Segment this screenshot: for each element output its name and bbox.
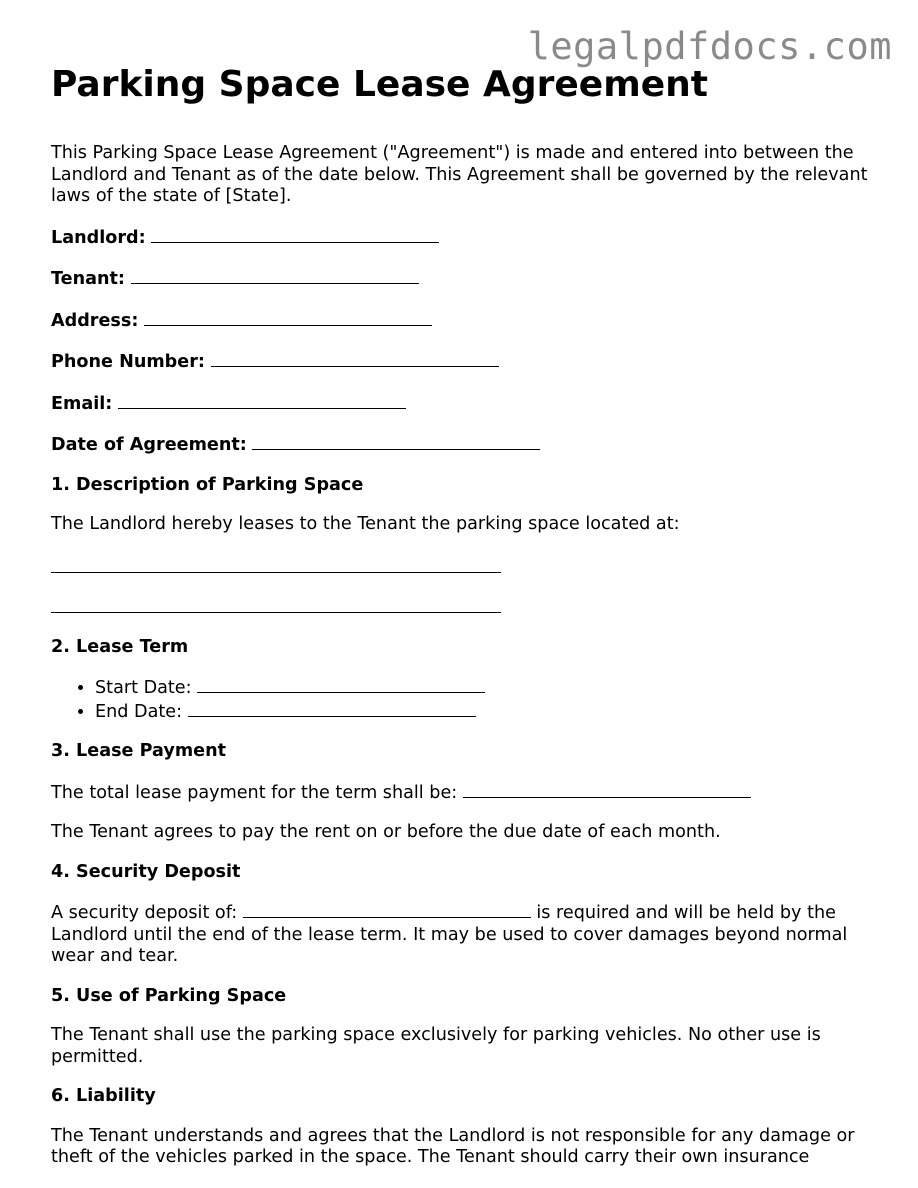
section-1-text: The Landlord hereby leases to the Tenant the parking space located at: [51, 514, 680, 535]
section-3-text-2: The Tenant agrees to pay the rent on or before the due date of each month. [51, 822, 721, 843]
date-blank[interactable] [252, 433, 540, 450]
tenant-label: Tenant: [51, 269, 125, 290]
section-6-text: The Tenant understands and agrees that the Landlord is not responsible for any damage or theft of the vehicles parked in the space. The Tenant should carry their own insurance [51, 1125, 855, 1168]
document-title: Parking Space Lease Agreement [51, 64, 708, 105]
start-date-item [95, 676, 881, 700]
payment-blank[interactable] [463, 781, 751, 798]
landlord-field [51, 226, 881, 250]
landlord-label: Landlord: [51, 227, 146, 248]
deposit-label: A security deposit of: [51, 903, 238, 924]
email-label: Email: [51, 393, 113, 414]
phone-label: Phone Number: [51, 352, 205, 373]
deposit-terms: is required and will be held by the Landlord until the end of the lease term. It may be used to cover damages beyond normal wear and tear. [51, 903, 848, 967]
email-field [51, 392, 881, 416]
phone-field [51, 350, 881, 374]
section-5-text: The Tenant shall use the parking space exclusively for parking vehicles. No other use is permitted. [51, 1025, 821, 1067]
phone-blank[interactable] [211, 350, 499, 367]
start-date-label: Start Date: [95, 678, 192, 699]
section-3-text-1 [51, 781, 881, 805]
section-1-heading: 1. Description of Parking Space [51, 474, 364, 495]
landlord-blank[interactable] [151, 226, 439, 243]
payment-label: The total lease payment for the term shall be: [51, 782, 458, 803]
address-label: Address: [51, 310, 139, 331]
section-5-heading: 5. Use of Parking Space [51, 985, 287, 1006]
end-date-item [95, 700, 881, 724]
intro-paragraph: This Parking Space Lease Agreement ("Agreement") is made and entered into between the Landlord and Tenant as of the date below. This Agreement shall be governed by the relevant laws of the state of [State]. [51, 143, 868, 207]
location-line-1[interactable] [51, 554, 501, 573]
end-date-label: End Date: [95, 701, 183, 722]
watermark: legalpdfdocs.com [527, 25, 892, 68]
document-body [51, 64, 881, 1187]
end-date-blank[interactable] [188, 700, 476, 717]
lease-term-list [51, 676, 881, 723]
deposit-blank[interactable] [243, 901, 531, 918]
section-4-text [51, 901, 881, 968]
location-line-2[interactable] [51, 594, 501, 613]
date-field [51, 433, 881, 457]
address-field [51, 309, 881, 333]
section-4-heading: 4. Security Deposit [51, 861, 241, 882]
section-3-heading: 3. Lease Payment [51, 741, 227, 762]
start-date-blank[interactable] [197, 676, 485, 693]
email-blank[interactable] [118, 392, 406, 409]
address-blank[interactable] [144, 309, 432, 326]
section-2-heading: 2. Lease Term [51, 636, 189, 657]
date-label: Date of Agreement: [51, 435, 247, 456]
tenant-field [51, 267, 881, 291]
tenant-blank[interactable] [131, 267, 419, 284]
section-6-heading: 6. Liability [51, 1086, 156, 1107]
